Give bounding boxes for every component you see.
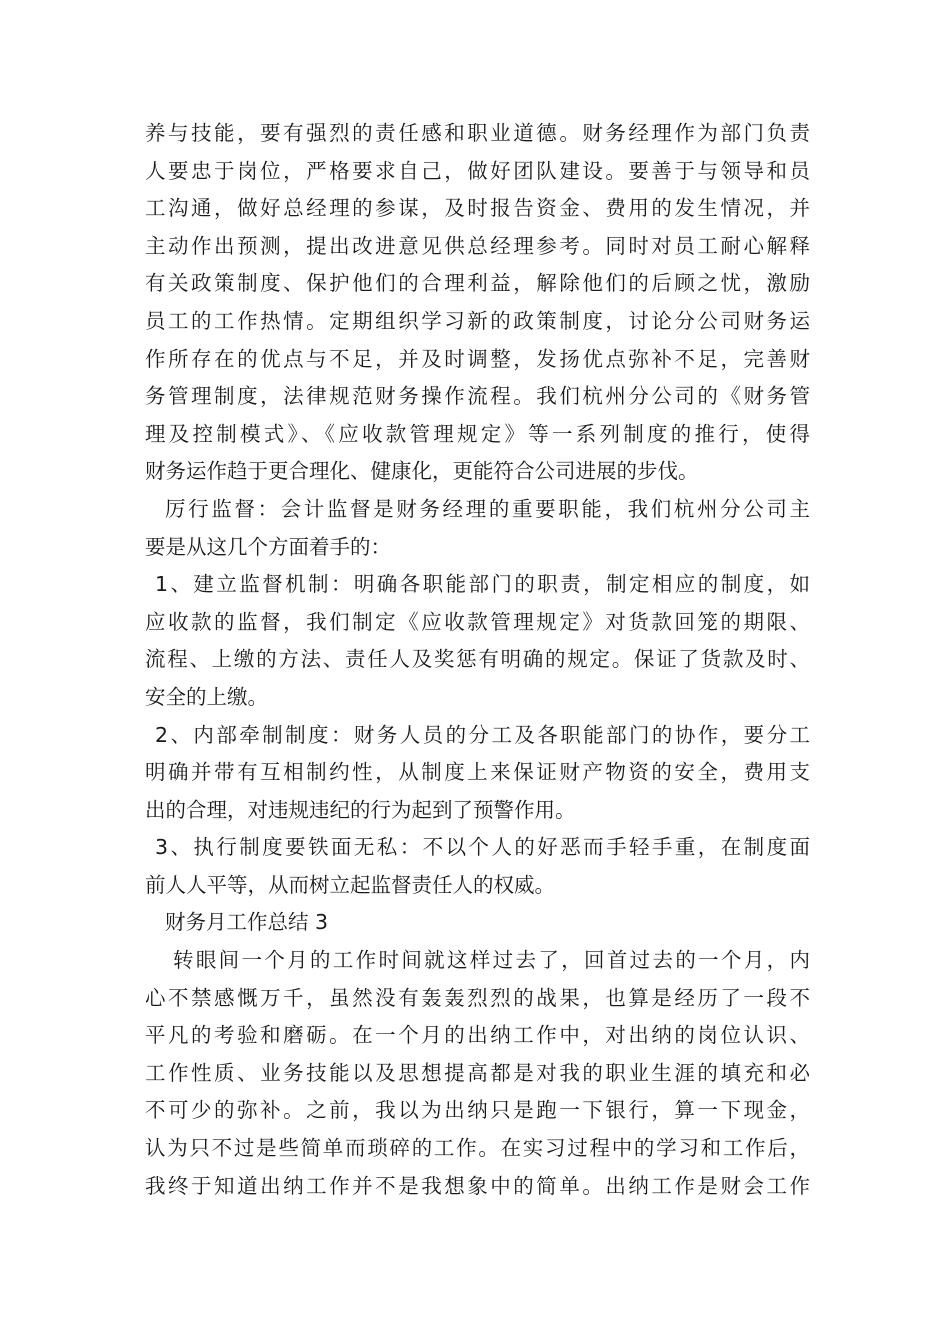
text-line: 不可少的弥补。之前，我以为出纳只是跑一下银行，算一下现金， [145, 1098, 810, 1123]
text-line: 明确并带有互相制约性，从制度上来保证财产物资的安全，费用支 [145, 760, 810, 785]
text-line: 我终于知道出纳工作并不是我想象中的简单。出纳工作是财会工作 [145, 1173, 810, 1198]
text-line: 人要忠于岗位，严格要求自己，做好团队建设。要善于与领导和员 [145, 158, 810, 183]
document-body [145, 115, 810, 1205]
text-line: 要是从这几个方面着手的： [145, 534, 391, 559]
list-item-1-first-line: 1、建立监督机制：明确各职能部门的职责，制定相应的制度，如 [155, 572, 810, 597]
text-line: 出的合理，对违规违纪的行为起到了预警作用。 [145, 797, 576, 822]
text-line: 应收款的监督，我们制定《应收款管理规定》对货款回笼的期限、 [145, 609, 810, 634]
text-line: 理及控制模式》、《应收款管理规定》等一系列制度的推行，使得 [145, 421, 810, 446]
text-line: 作所存在的优点与不足，并及时调整，发扬优点弥补不足，完善财 [145, 346, 810, 371]
text-line: 平凡的考验和磨砺。在一个月的出纳工作中，对出纳的岗位认识、 [145, 1023, 810, 1048]
section-heading: 财务月工作总结 3 [165, 910, 329, 935]
text-line: 流程、上缴的方法、责任人及奖惩有明确的规定。保证了货款及时、 [145, 647, 810, 672]
text-line: 安全的上缴。 [145, 684, 268, 709]
text-line: 工沟通，做好总经理的参谋，及时报告资金、费用的发生情况，并 [145, 196, 810, 221]
text-line: 员工的工作热情。定期组织学习新的政策制度，讨论分公司财务运 [145, 308, 810, 333]
text-line: 前人人平等，从而树立起监督责任人的权威。 [145, 872, 555, 897]
text-line: 务管理制度，法律规范财务操作流程。我们杭州分公司的《财务管 [145, 384, 810, 409]
text-line: 养与技能，要有强烈的责任感和职业道德。财务经理作为部门负责 [145, 121, 810, 145]
text-line: 主动作出预测，提出改进意见供总经理参考。同时对员工耐心解释 [145, 233, 810, 258]
list-item-3-first-line: 3、执行制度要铁面无私：不以个人的好恶而手轻手重，在制度面 [155, 835, 810, 860]
list-item-2-first-line: 2、内部牵制制度：财务人员的分工及各职能部门的协作，要分工 [155, 722, 810, 747]
text-line: 认为只不过是些简单而琐碎的工作。在实习过程中的学习和工作后， [145, 1136, 810, 1161]
text-line: 财务运作趋于更合理化、健康化，更能符合公司进展的步伐。 [145, 459, 699, 484]
text-line: 有关政策制度、保护他们的合理利益，解除他们的后顾之忧，激励 [145, 271, 810, 296]
paragraph-first-line: 厉行监督：会计监督是财务经理的重要职能，我们杭州分公司主 [165, 496, 810, 521]
text-line: 心不禁感慨万千，虽然没有轰轰烈烈的战果，也算是经历了一段不 [145, 985, 810, 1010]
paragraph-first-line: 转眼间一个月的工作时间就这样过去了，回首过去的一个月，内 [173, 948, 810, 973]
text-line: 工作性质、业务技能以及思想提高都是对我的职业生涯的填充和必 [145, 1060, 810, 1085]
